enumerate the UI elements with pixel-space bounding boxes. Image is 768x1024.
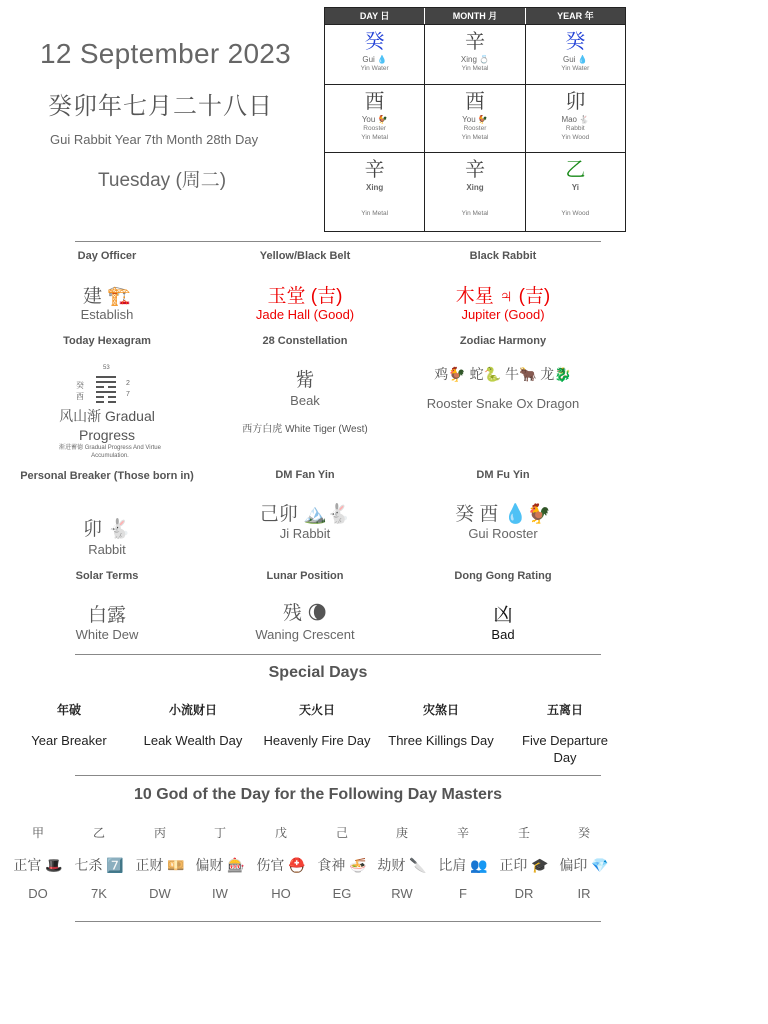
stem-element: Yin Water — [360, 65, 389, 72]
hidden-stem-glyph: 乙 — [565, 157, 586, 181]
belt-title: Yellow/Black Belt — [259, 250, 351, 262]
branch-glyph: 酉 — [364, 89, 385, 113]
fan-yin-value: 己卯 🏔️🐇 — [259, 504, 351, 525]
branches-row — [325, 84, 625, 152]
ten-god-name: 偏财 🎰 — [195, 857, 245, 873]
fu-yin-label: Gui Rooster — [468, 526, 538, 541]
special-day-label: Three Killings Day — [388, 733, 494, 748]
ten-god-stem: 甲 — [31, 826, 44, 840]
hidden-stem-glyph: 辛 — [364, 157, 385, 181]
special-day-label: Year Breaker — [31, 733, 107, 748]
hidden-stem-cell — [425, 153, 525, 231]
personal-breaker-title: Personal Breaker (Those born in) — [20, 470, 194, 482]
weekday: Tuesday (周二) — [98, 170, 227, 191]
ten-god-code: RW — [391, 886, 413, 901]
four-pillars-table — [324, 7, 626, 232]
hexagram-left-top: 癸 — [76, 381, 84, 390]
hexagram-description: 渐进蓄德 Gradual Progress And Virtue Accumulation. — [59, 445, 161, 459]
ten-god-code: DW — [149, 886, 171, 901]
ten-god-code: EG — [332, 886, 352, 901]
stem-cell — [526, 25, 625, 84]
solar-terms-title: Solar Terms — [75, 570, 139, 582]
pillars-header-row — [325, 8, 625, 24]
day-officer-title: Day Officer — [77, 250, 137, 262]
ten-god-stem: 戊 — [274, 826, 287, 840]
zodiac-harmony-value: 鸡🐓 蛇🐍 牛🐂 龙🐉 — [434, 366, 572, 382]
date-chinese: 癸卯年七月二十八日 — [48, 93, 273, 120]
ten-god-code: DO — [28, 886, 48, 901]
pillar-header-month: MONTH 月 — [425, 8, 525, 24]
ten-god-stem: 庚 — [395, 826, 408, 840]
hexagram-lines-icon — [96, 376, 116, 404]
branch-element: Yin Wood — [561, 134, 590, 141]
zodiac-harmony-title: Zodiac Harmony — [459, 335, 547, 347]
ten-god-name: 七杀 7️⃣ — [74, 857, 124, 873]
black-rabbit-value: 木星 ♃ (吉) — [455, 286, 551, 307]
solar-terms-value: 白露 — [87, 605, 126, 626]
branch-animal: Rooster — [463, 125, 487, 132]
ten-god-stem: 己 — [335, 826, 348, 840]
ten-god-code: IW — [212, 886, 228, 901]
ten-god-code: HO — [271, 886, 291, 901]
personal-breaker-label: Rabbit — [88, 542, 126, 557]
lunar-position-value: 残 🌘 — [282, 603, 328, 624]
hexagram-number: 53 — [103, 365, 110, 371]
dong-gong-title: Dong Gong Rating — [454, 570, 552, 582]
special-day-title: 小流财日 — [168, 703, 217, 717]
fan-yin-label: Ji Rabbit — [279, 526, 331, 541]
stem-name: Gui 💧 — [563, 55, 588, 64]
special-day-title: 天火日 — [298, 703, 335, 717]
hexagram-name: 风山渐 Gradual Progress — [59, 408, 155, 443]
divider — [75, 775, 601, 776]
fu-yin-title: DM Fu Yin — [476, 469, 530, 481]
special-day-title: 灾煞日 — [422, 703, 459, 717]
ten-god-name: 正官 🎩 — [13, 857, 63, 873]
hidden-stems-row — [325, 152, 625, 231]
branch-animal: Rabbit — [565, 125, 585, 132]
stem-element: Yin Metal — [461, 65, 489, 72]
stem-name: Gui 💧 — [362, 55, 387, 64]
hidden-stem-name: Xing — [466, 183, 484, 192]
pillar-header-year: YEAR 年 — [557, 11, 594, 21]
fu-yin-value: 癸 酉 💧🐓 — [455, 504, 551, 525]
hexagram-left-bottom: 酉 — [76, 392, 84, 401]
hidden-stem-element: Yin Wood — [561, 210, 590, 217]
dong-gong-label: Bad — [491, 627, 515, 642]
hidden-stem-cell — [325, 153, 425, 231]
dong-gong-value: 凶 — [493, 605, 513, 626]
belt-value: 玉堂 (吉) — [267, 286, 343, 307]
stem-glyph: 癸 — [364, 29, 385, 53]
hexagram-icon — [76, 365, 136, 408]
divider — [75, 921, 601, 922]
hidden-stem-element: Yin Metal — [461, 210, 489, 217]
ten-god-stem: 丙 — [153, 826, 166, 840]
ten-god-name: 伤官 ⛑️ — [256, 857, 306, 873]
ten-god-code: 7K — [91, 886, 107, 901]
divider — [75, 654, 601, 655]
stem-cell — [325, 25, 425, 84]
zodiac-harmony-label: Rooster Snake Ox Dragon — [426, 396, 580, 411]
special-day-title: 五离日 — [546, 703, 583, 717]
ten-gods-heading: 10 God of the Day for the Following Day Masters — [133, 786, 503, 803]
constellation-label: Beak — [290, 393, 320, 408]
ten-god-name: 劫财 🔪 — [377, 857, 427, 873]
hidden-stem-name: Xing — [365, 183, 384, 192]
branch-glyph: 酉 — [464, 89, 485, 113]
special-days-heading: Special Days — [268, 664, 368, 681]
ten-god-name: 正印 🎓 — [499, 857, 549, 873]
hexagram-right-bottom: 7 — [126, 391, 130, 398]
lunar-position-title: Lunar Position — [266, 570, 344, 582]
ten-god-stem: 辛 — [456, 826, 469, 840]
day-officer-value: 建 🏗️ — [83, 286, 131, 307]
pillar-header-day: DAY 日 — [325, 8, 425, 24]
personal-breaker-value: 卯 🐇 — [83, 519, 131, 540]
hidden-stem-element: Yin Metal — [361, 210, 389, 217]
stem-glyph: 癸 — [565, 29, 586, 53]
black-rabbit-label: Jupiter (Good) — [461, 307, 545, 322]
divider — [75, 241, 601, 242]
ten-god-code: DR — [514, 886, 534, 901]
date-english: 12 September 2023 — [40, 38, 292, 69]
fan-yin-title: DM Fan Yin — [275, 469, 335, 481]
ten-god-name: 偏印 💎 — [559, 857, 609, 873]
ten-god-stem: 乙 — [92, 826, 105, 840]
ten-god-code: IR — [577, 886, 591, 901]
constellation-title: 28 Constellation — [262, 335, 348, 347]
stem-cell — [425, 25, 525, 84]
special-day-label: Leak Wealth Day — [143, 733, 243, 748]
branch-name: You 🐓 — [462, 115, 488, 124]
stems-row — [325, 24, 625, 84]
hidden-stem-cell — [526, 153, 625, 231]
special-day-title: 年破 — [56, 703, 81, 717]
hexagram-right-top: 2 — [126, 380, 130, 387]
lunar-position-label: Waning Crescent — [255, 627, 355, 642]
ten-god-stem: 癸 — [577, 826, 590, 840]
branch-name: You 🐓 — [361, 115, 388, 124]
black-rabbit-title: Black Rabbit — [469, 250, 537, 262]
stem-glyph: 辛 — [464, 29, 485, 53]
branch-cell — [325, 85, 425, 152]
stem-element: Yin Water — [561, 65, 590, 72]
constellation-direction: 西方白虎 White Tiger (West) — [242, 424, 368, 435]
day-officer-label: Establish — [80, 307, 134, 322]
date-subtitle: Gui Rabbit Year 7th Month 28th Day — [50, 132, 259, 147]
hidden-stem-glyph: 辛 — [464, 157, 485, 181]
branch-element: Yin Metal — [461, 134, 489, 141]
constellation-value: 觜 — [295, 370, 315, 391]
special-day-label: Heavenly Fire Day — [263, 733, 371, 748]
belt-label: Jade Hall (Good) — [255, 307, 355, 322]
ten-god-name: 食神 🍜 — [317, 857, 367, 873]
branch-element: Yin Metal — [361, 134, 389, 141]
branch-name: Mao 🐇 — [561, 115, 590, 124]
hidden-stem-name: Yi — [571, 183, 579, 192]
branch-cell — [526, 85, 625, 152]
hexagram-title: Today Hexagram — [63, 335, 151, 347]
ten-god-stem: 丁 — [213, 826, 226, 840]
ten-god-name: 比肩 👥 — [438, 857, 488, 873]
branch-animal: Rooster — [363, 125, 387, 132]
ten-god-code: F — [459, 886, 467, 901]
solar-terms-label: White Dew — [75, 627, 139, 642]
ten-god-name: 正财 💴 — [135, 857, 185, 873]
ten-god-stem: 壬 — [517, 826, 530, 840]
special-day-label: Five Departure Day — [522, 733, 608, 765]
branch-cell — [425, 85, 525, 152]
branch-glyph: 卯 — [565, 89, 586, 113]
stem-name: Xing 💍 — [460, 55, 490, 64]
